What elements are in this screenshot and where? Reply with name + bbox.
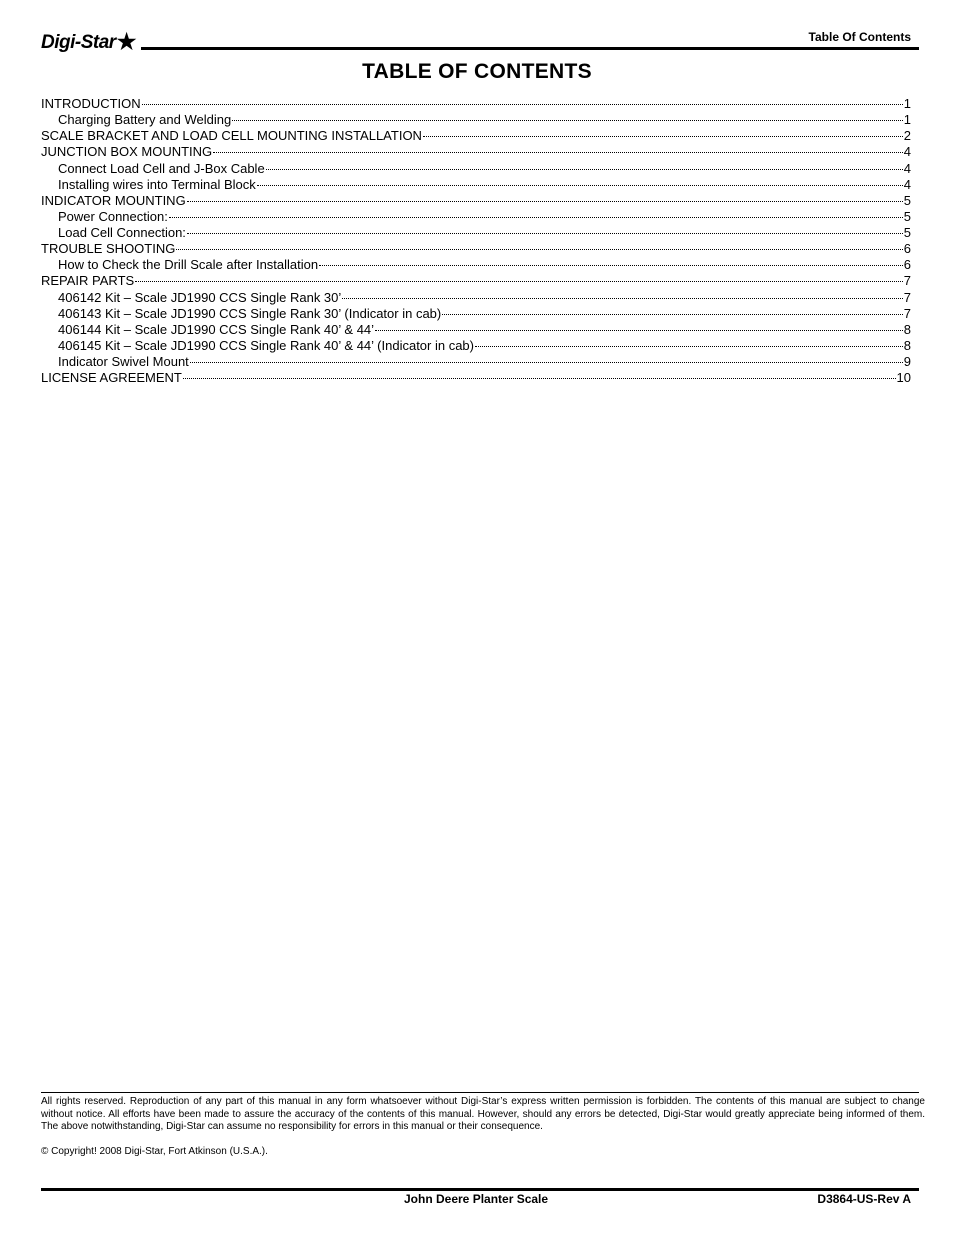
toc-dot-leader xyxy=(266,169,903,170)
toc-entry-label: 406144 Kit – Scale JD1990 CCS Single Rank 40’ & 44’ xyxy=(58,321,375,337)
toc-entry[interactable] xyxy=(41,128,911,144)
toc-entry[interactable] xyxy=(41,225,911,241)
toc-entry[interactable] xyxy=(41,193,911,209)
toc-dot-leader xyxy=(342,298,902,299)
toc-entry-label: LICENSE AGREEMENT xyxy=(41,370,182,386)
toc-dot-leader xyxy=(232,120,903,121)
toc-entry-label: Charging Battery and Welding xyxy=(58,112,232,128)
toc-entry-label: SCALE BRACKET AND LOAD CELL MOUNTING INSTALLATION xyxy=(41,128,422,144)
toc-entry-page: 6 xyxy=(903,257,911,273)
toc-dot-leader xyxy=(423,136,903,137)
toc-entry[interactable] xyxy=(41,257,911,273)
toc-entry[interactable] xyxy=(41,161,911,177)
digi-star-logo xyxy=(41,28,136,54)
toc-dot-leader xyxy=(135,281,903,282)
toc-dot-leader xyxy=(190,362,903,363)
toc-entry-page: 7 xyxy=(903,289,911,305)
table-of-contents xyxy=(41,96,911,386)
toc-entry-page: 5 xyxy=(903,208,911,224)
toc-entry-label: INDICATOR MOUNTING xyxy=(41,192,186,208)
toc-dot-leader xyxy=(169,217,903,218)
toc-entry[interactable] xyxy=(41,290,911,306)
toc-entry-page: 1 xyxy=(903,96,911,111)
toc-entry[interactable] xyxy=(41,273,911,289)
toc-entry-page: 4 xyxy=(903,144,911,160)
toc-dot-leader xyxy=(213,152,903,153)
toc-entry[interactable] xyxy=(41,112,911,128)
footer-divider xyxy=(41,1188,919,1191)
toc-entry-label: Power Connection: xyxy=(58,208,168,224)
toc-entry-label: Installing wires into Terminal Block xyxy=(58,176,256,192)
toc-dot-leader xyxy=(187,201,903,202)
toc-dot-leader xyxy=(442,314,903,315)
header-divider xyxy=(141,47,919,50)
header-section-title: Table Of Contents xyxy=(808,30,911,44)
toc-dot-leader xyxy=(176,249,902,250)
toc-entry[interactable] xyxy=(41,370,911,386)
toc-entry-page: 4 xyxy=(903,176,911,192)
star-icon: ★ xyxy=(116,29,136,54)
toc-entry-label: INTRODUCTION xyxy=(41,96,141,111)
toc-entry-label: JUNCTION BOX MOUNTING xyxy=(41,144,213,160)
toc-entry[interactable] xyxy=(41,338,911,354)
toc-entry-page: 6 xyxy=(903,241,911,257)
toc-entry-page: 8 xyxy=(903,337,911,353)
toc-entry-page: 4 xyxy=(903,160,911,176)
toc-entry-label: 406143 Kit – Scale JD1990 CCS Single Rank 30’ (Indicator in cab) xyxy=(58,305,442,321)
toc-dot-leader xyxy=(475,346,903,347)
toc-entry-page: 2 xyxy=(903,128,911,144)
page-title: TABLE OF CONTENTS xyxy=(362,60,592,83)
footer-document-title: John Deere Planter Scale xyxy=(404,1192,549,1206)
toc-dot-leader xyxy=(183,378,896,379)
toc-entry-page: 7 xyxy=(903,273,911,289)
toc-entry-label: REPAIR PARTS xyxy=(41,273,135,289)
toc-dot-leader xyxy=(375,330,903,331)
toc-entry[interactable] xyxy=(41,209,911,225)
toc-entry-label: Load Cell Connection: xyxy=(58,225,186,240)
footer-document-code: D3864-US-Rev A xyxy=(817,1192,911,1206)
toc-entry-label: 406145 Kit – Scale JD1990 CCS Single Rank 40’ & 44’ (Indicator in cab) xyxy=(58,337,474,353)
toc-dot-leader xyxy=(187,233,903,234)
toc-entry[interactable] xyxy=(41,177,911,193)
toc-entry-page: 5 xyxy=(903,225,911,240)
toc-entry[interactable] xyxy=(41,144,911,160)
notice-divider xyxy=(41,1092,919,1093)
toc-entry-page: 8 xyxy=(903,321,911,337)
toc-dot-leader xyxy=(257,185,903,186)
toc-entry[interactable] xyxy=(41,354,911,370)
toc-entry[interactable] xyxy=(41,306,911,322)
toc-entry-page: 9 xyxy=(903,354,911,369)
toc-dot-leader xyxy=(319,265,903,266)
toc-entry-label: 406142 Kit – Scale JD1990 CCS Single Rank 30’ xyxy=(58,289,342,305)
toc-entry-page: 7 xyxy=(903,305,911,321)
toc-entry-label: TROUBLE SHOOTING xyxy=(41,241,176,257)
toc-entry[interactable] xyxy=(41,96,911,112)
toc-entry-page: 10 xyxy=(896,370,911,386)
toc-entry-page: 5 xyxy=(903,192,911,208)
toc-entry-page: 1 xyxy=(903,112,911,128)
copyright-notice: © Copyright! 2008 Digi-Star, Fort Atkinson (U.S.A.). xyxy=(41,1146,268,1157)
toc-entry-label: Connect Load Cell and J-Box Cable xyxy=(58,160,265,176)
logo-text: Digi-Star xyxy=(41,32,116,53)
rights-notice: All rights reserved. Reproduction of any part of this manual in any form whatsoever without Digi-Star’s express written permission is forbidden. The contents of this manual are subject to change without notice. All efforts have been made to assure the accuracy of the contents of this manual. However, should any errors be detected, Digi-Star would greatly appreciate being informed of them. The above notwithstanding, Digi-Star can assume no responsibility for errors in this manual or their consequence. xyxy=(41,1096,925,1132)
toc-entry-label: Indicator Swivel Mount xyxy=(58,354,189,369)
toc-entry[interactable] xyxy=(41,241,911,257)
toc-entry[interactable] xyxy=(41,322,911,338)
toc-dot-leader xyxy=(142,104,903,105)
toc-entry-label: How to Check the Drill Scale after Installation xyxy=(58,257,319,273)
